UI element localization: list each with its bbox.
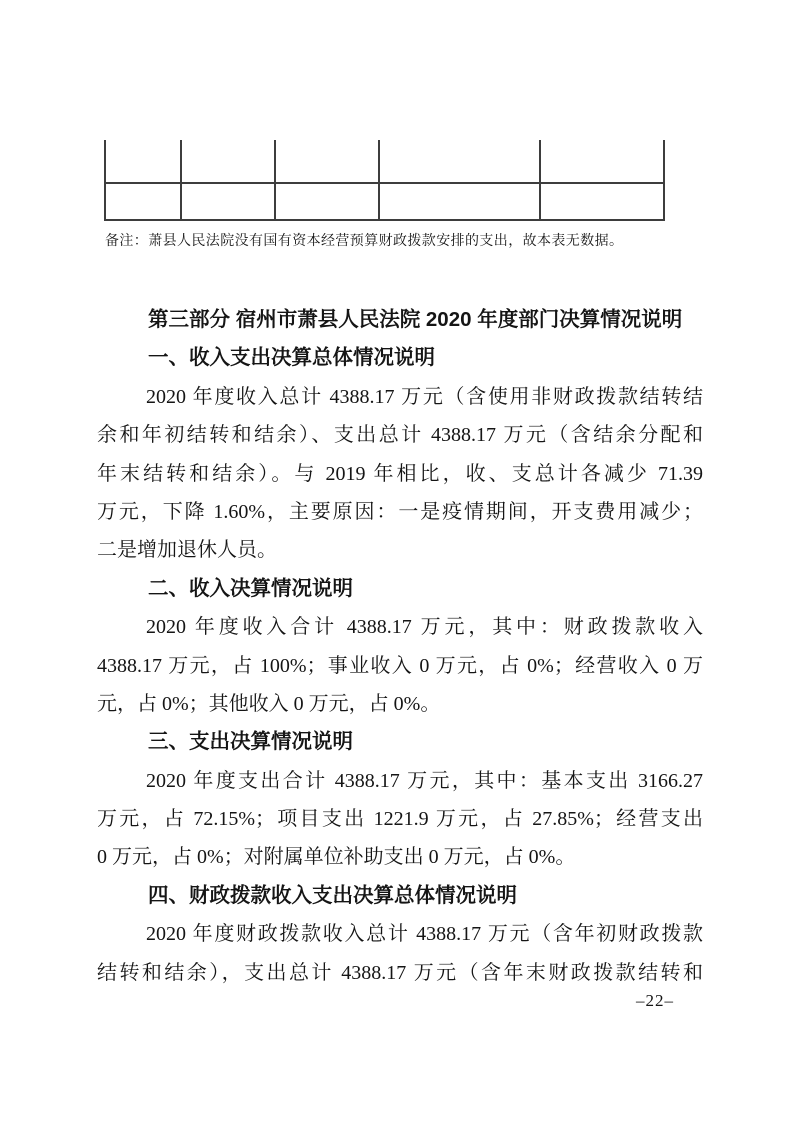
table-cell (378, 182, 539, 219)
paragraph-line: 0 万元，占 0%；对附属单位补助支出 0 万元，占 0%。 (97, 846, 576, 869)
part3-title: 第三部分 宿州市萧县人民法院 2020 年度部门决算情况说明 (148, 308, 683, 331)
paragraph-line: 2020 年度收入总计 4388.17 万元（含使用非财政拨款结转结 (146, 385, 703, 408)
table-cell (378, 140, 539, 182)
paragraph-line: 余和年初结转和结余）、支出总计 4388.17 万元（含结余分配和 (97, 424, 703, 447)
paragraph-line: 万元，占 72.15%；项目支出 1221.9 万元，占 27.85%；经营支出 (97, 808, 703, 831)
table-cell (274, 140, 378, 182)
section-2-heading: 二、收入决算情况说明 (148, 576, 353, 600)
page-number: –22– (636, 991, 674, 1010)
paragraph-line: 万元，下降 1.60%，主要原因：一是疫情期间，开支费用减少； (97, 500, 703, 523)
paragraph-line: 2020 年度支出合计 4388.17 万元，其中：基本支出 3166.27 (146, 769, 703, 792)
table-cell (539, 140, 663, 182)
table-cell (104, 140, 180, 182)
paragraph-line: 2020 年度财政拨款收入总计 4388.17 万元（含年初财政拨款 (146, 923, 703, 946)
table-cell (539, 182, 663, 219)
paragraph-line: 2020 年度收入合计 4388.17 万元，其中：财政拨款收入 (146, 616, 703, 639)
section-4-heading: 四、财政拨款收入支出决算总体情况说明 (148, 883, 517, 907)
table-cell (180, 140, 274, 182)
budget-table-fragment (104, 140, 665, 221)
paragraph-line: 二是增加退休人员。 (97, 539, 277, 562)
paragraph-line: 结转和结余），支出总计 4388.17 万元（含年末财政拨款结转和 (97, 961, 703, 984)
paragraph-line: 4388.17 万元，占 100%；事业收入 0 万元，占 0%；经营收入 0 万 (97, 654, 703, 677)
section-3-heading: 三、支出决算情况说明 (148, 730, 353, 754)
table-cell (180, 182, 274, 219)
section-1-heading: 一、收入支出决算总体情况说明 (148, 346, 435, 370)
table-cell (274, 182, 378, 219)
paragraph-line: 年末结转和结余）。与 2019 年相比，收、支总计各减少 71.39 (97, 462, 703, 485)
document-body (97, 301, 703, 992)
table-cell (104, 182, 180, 219)
table-note: 备注：萧县人民法院没有国有资本经营预算财政拨款安排的支出，故本表无数据。 (105, 234, 624, 249)
paragraph-line: 元，占 0%；其他收入 0 万元，占 0%。 (97, 692, 441, 715)
